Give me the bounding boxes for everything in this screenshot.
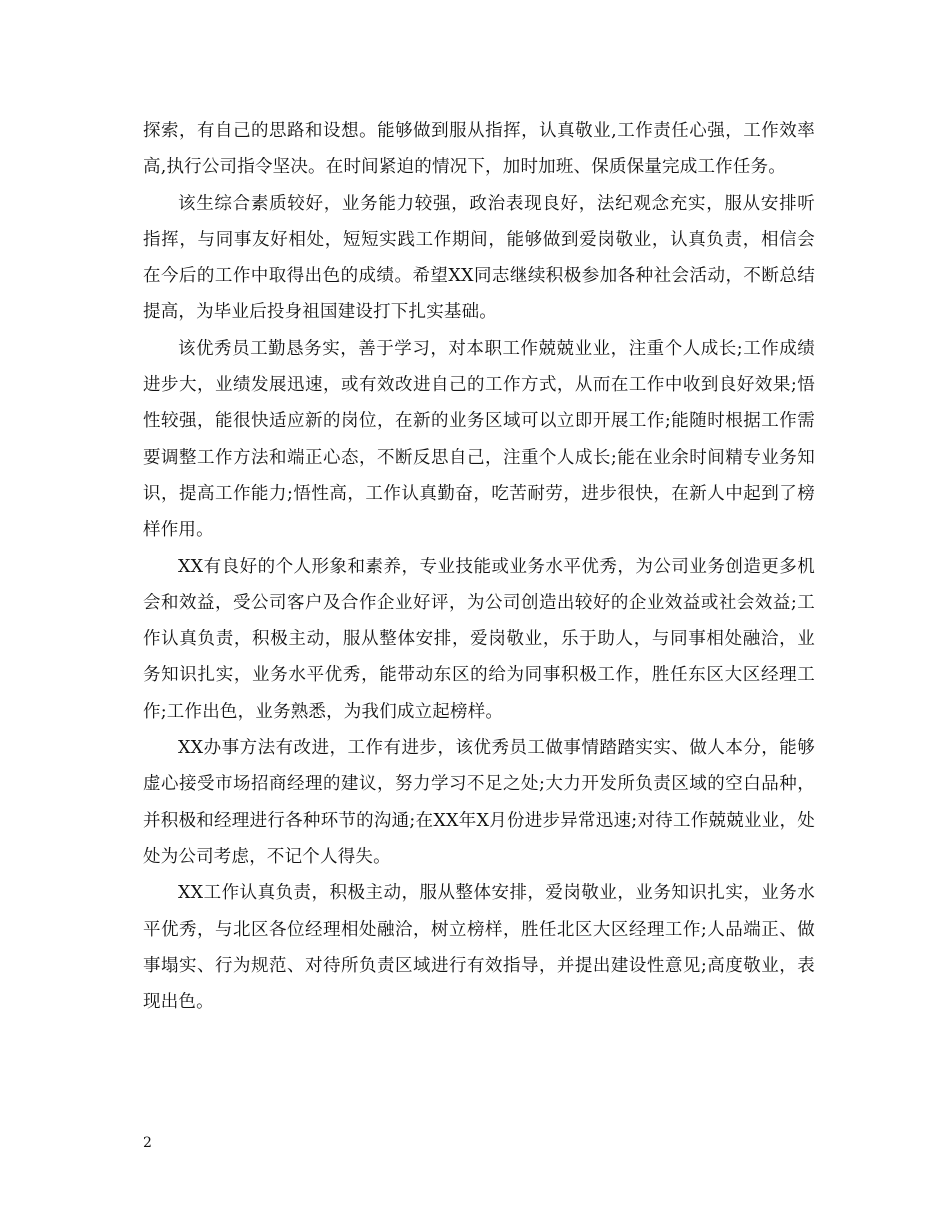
- page-number: 2: [143, 1135, 152, 1151]
- paragraph-east-region-manager: XX有良好的个人形象和素养，专业技能或业务水平优秀，为公司业务创造更多机会和效益，受公司客户及合作企业好评，为公司创造出较好的企业效益或社会效益;工作认真负责，积极主动，服从整体安排，爱岗敬业，乐于助人，与同事相处融洽，业务知识扎实，业务水平优秀，能带动东区的给为同事积极工作，胜任东区大区经理工作;工作出色，业务熟悉，为我们成立起榜样。: [143, 556, 815, 722]
- paragraph-excellent-employee: 该优秀员工勤恳务实，善于学习，对本职工作兢兢业业，注重个人成长;工作成绩进步大，业绩发展迅速，或有效改进自己的工作方式，从而在工作中收到良好效果;悟性较强，能很快适应新的岗位，在新的业务区域可以立即开展工作;能随时根据工作需要调整工作方法和端正心态，不断反思自己，注重个人成长;能在业余时间精专业务知识，提高工作能力;悟性高，工作认真勤奋，吃苦耐劳，进步很快，在新人中起到了榜样作用。: [143, 338, 815, 541]
- document-body: [143, 113, 815, 1020]
- paragraph-continuation: 探索，有自己的思路和设想。能够做到服从指挥，认真敬业,工作责任心强，工作效率高,执行公司指令坚决。在时间紧迫的情况下，加时加班、保质保量完成工作任务。: [143, 121, 815, 178]
- paragraph-north-region-manager: XX工作认真负责，积极主动，服从整体安排，爱岗敬业，业务知识扎实，业务水平优秀，与北区各位经理相处融洽，树立榜样，胜任北区大区经理工作;人品端正、做事塌实、行为规范、对待所负责区域进行有效指导，并提出建设性意见;高度敬业，表现出色。: [143, 883, 815, 1013]
- paragraph-work-improvement: XX办事方法有改进，工作有进步，该优秀员工做事情踏踏实实、做人本分，能够虚心接受市场招商经理的建议，努力学习不足之处;大力开发所负责区域的空白品种，并积极和经理进行各种环节的沟通;在XX年X月份进步异常迅速;对待工作兢兢业业，处处为公司考虑，不记个人得失。: [143, 738, 815, 867]
- paragraph-student-evaluation: 该生综合素质较好，业务能力较强，政治表现良好，法纪观念充实，服从安排听指挥，与同事友好相处，短短实践工作期间，能够做到爱岗敬业，认真负责，相信会在今后的工作中取得出色的成绩。希望XX同志继续积极参加各种社会活动，不断总结提高，为毕业后投身祖国建设打下扎实基础。: [143, 193, 815, 323]
